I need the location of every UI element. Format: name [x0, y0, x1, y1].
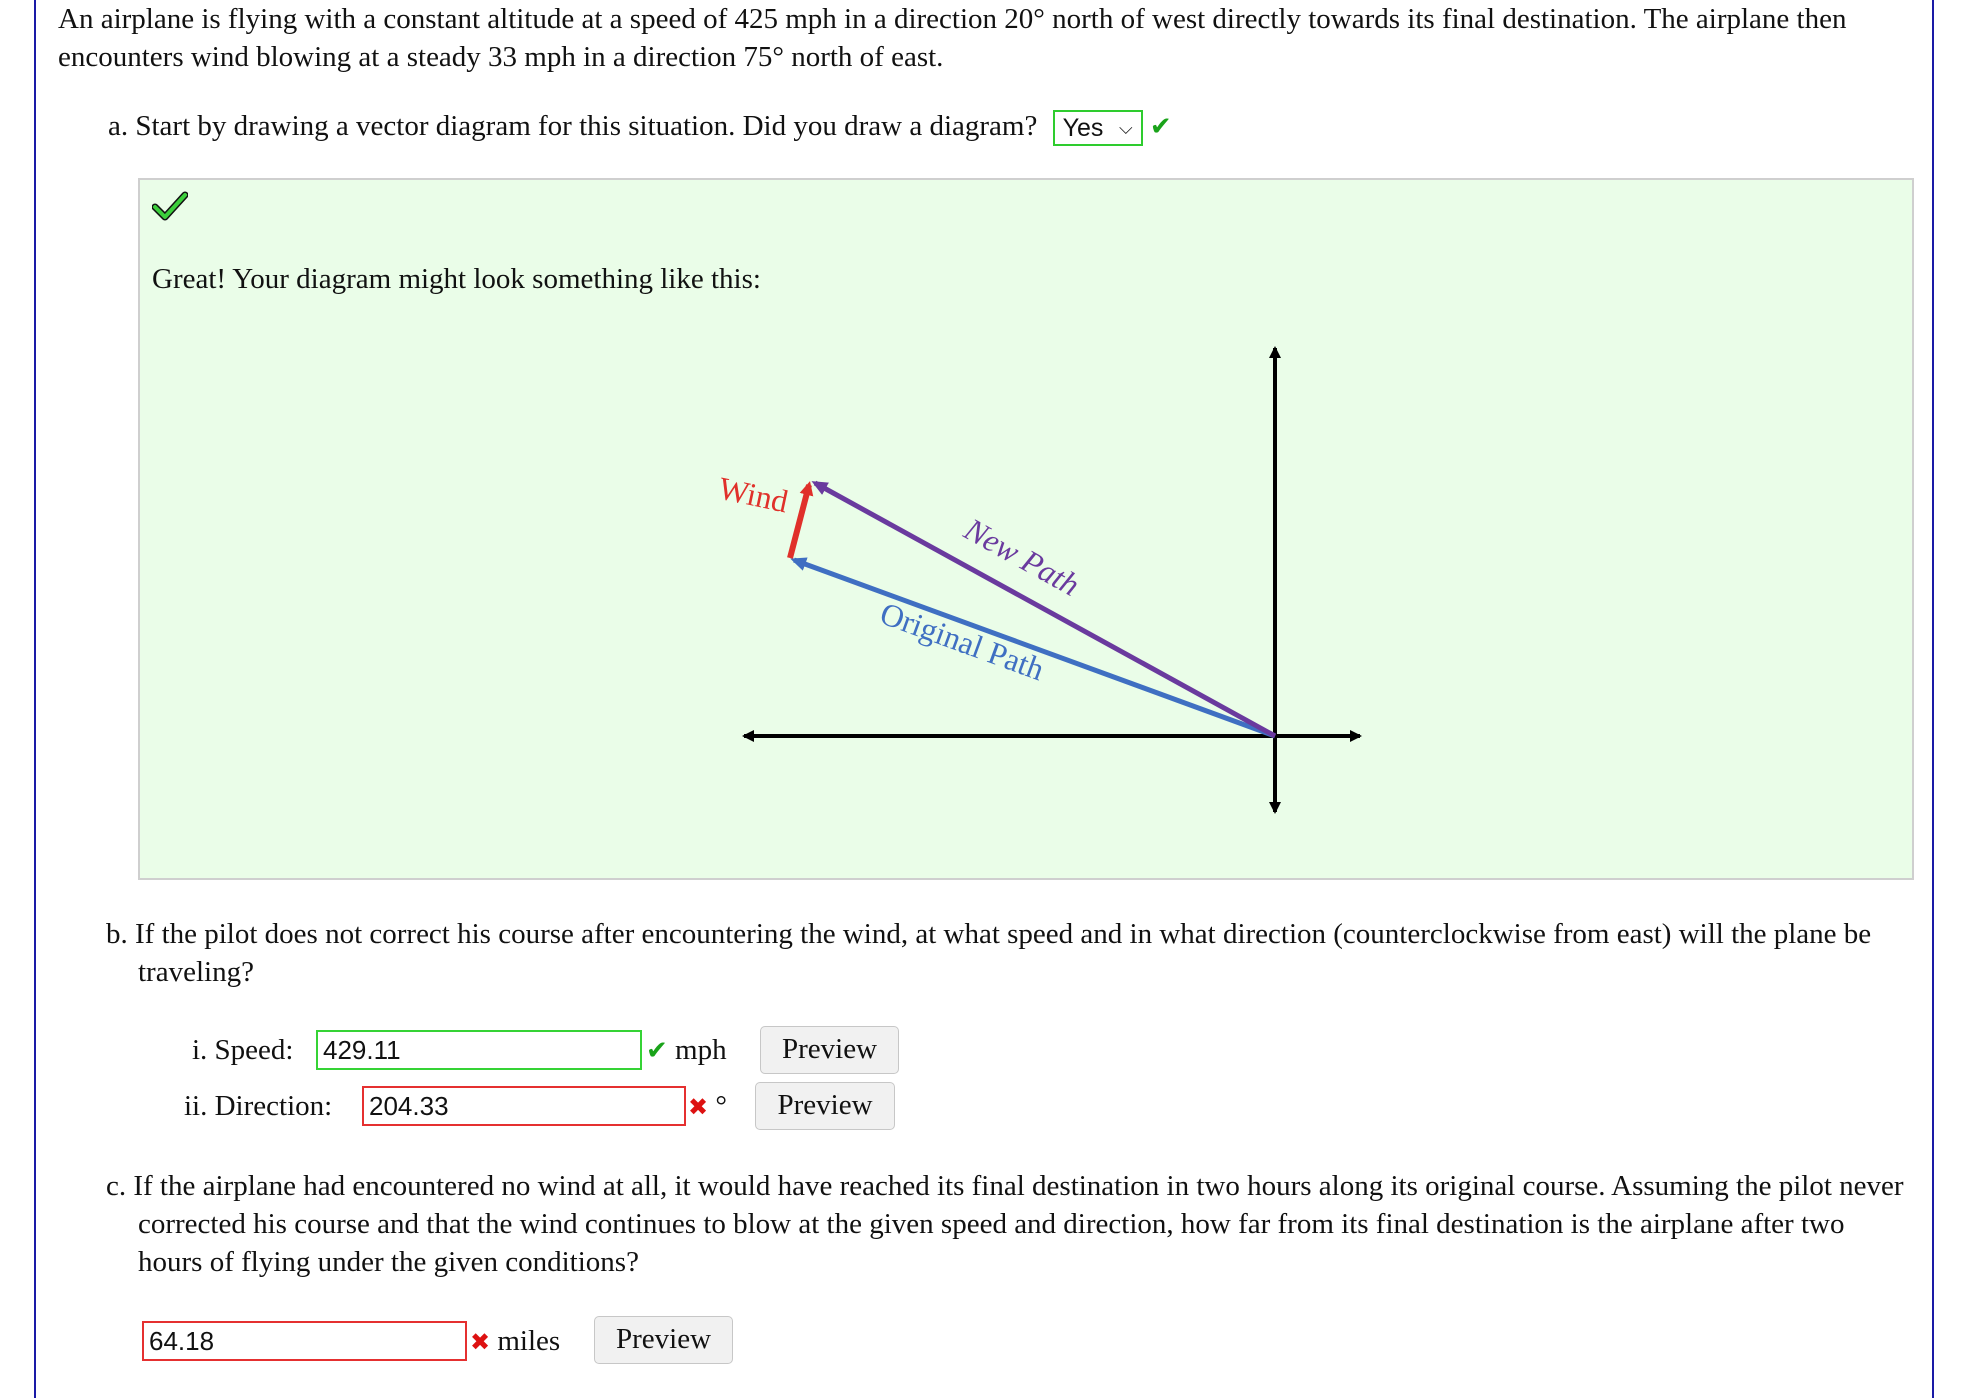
- distance-unit-row: [470, 1322, 560, 1361]
- check-icon: ✔: [1149, 112, 1172, 142]
- wind-label: Wind: [715, 469, 792, 520]
- part-a-question: a. Start by drawing a vector diagram for this situation. Did you draw a diagram?: [108, 110, 1038, 142]
- part-a-row: [108, 107, 1172, 146]
- wind-vector: [790, 485, 809, 558]
- problem-statement: An airplane is flying with a constant altitude at a speed of 425 mph in a direction 20° north of west directly towards its final destination. The airplane then encounters wind blowing at a steady 33 mph in a direction 75° north of east.: [58, 3, 1847, 73]
- speed-label: i. Speed:: [192, 1034, 294, 1066]
- check-icon: ✔: [646, 1036, 668, 1066]
- new-path-label: New Path: [958, 510, 1086, 603]
- distance-input[interactable]: 64.18: [142, 1321, 467, 1361]
- chevron-down-icon: ⌵: [1118, 118, 1133, 139]
- direction-unit-row: [688, 1087, 727, 1126]
- diagram-select[interactable]: [1053, 110, 1143, 146]
- feedback-message: Great! Your diagram might look something like this:: [152, 263, 761, 295]
- distance-preview-button[interactable]: Preview: [594, 1316, 733, 1364]
- distance-unit: miles: [497, 1325, 561, 1357]
- speed-unit-row: [646, 1031, 727, 1070]
- direction-unit: °: [715, 1090, 727, 1122]
- original-path-label: Original Path: [875, 594, 1050, 688]
- part-b-question: b. If the pilot does not correct his course after encountering the wind, at what speed and in what direction (counterclockwise from east) will the plane be traveling?: [106, 918, 1872, 988]
- direction-preview-button[interactable]: Preview: [755, 1082, 895, 1130]
- vector-diagram: [140, 180, 1912, 878]
- diagram-select-value: Yes: [1062, 114, 1104, 143]
- speed-unit: mph: [675, 1034, 727, 1066]
- cross-icon: ✖: [688, 1093, 709, 1121]
- speed-preview-button[interactable]: Preview: [760, 1026, 899, 1074]
- cross-icon: ✖: [470, 1328, 491, 1356]
- feedback-panel: [138, 178, 1914, 880]
- speed-input[interactable]: 429.11: [316, 1030, 642, 1070]
- direction-label: ii. Direction:: [184, 1090, 333, 1122]
- part-c-question: c. If the airplane had encountered no wind at all, it would have reached its final destination in two hours along its original course. Assuming the pilot never corrected his course and that the wind continues to blow at the given speed and direction, how far from its final destination is the airplane after two hours of flying under the given conditions?: [106, 1170, 1904, 1278]
- direction-input[interactable]: 204.33: [362, 1086, 686, 1126]
